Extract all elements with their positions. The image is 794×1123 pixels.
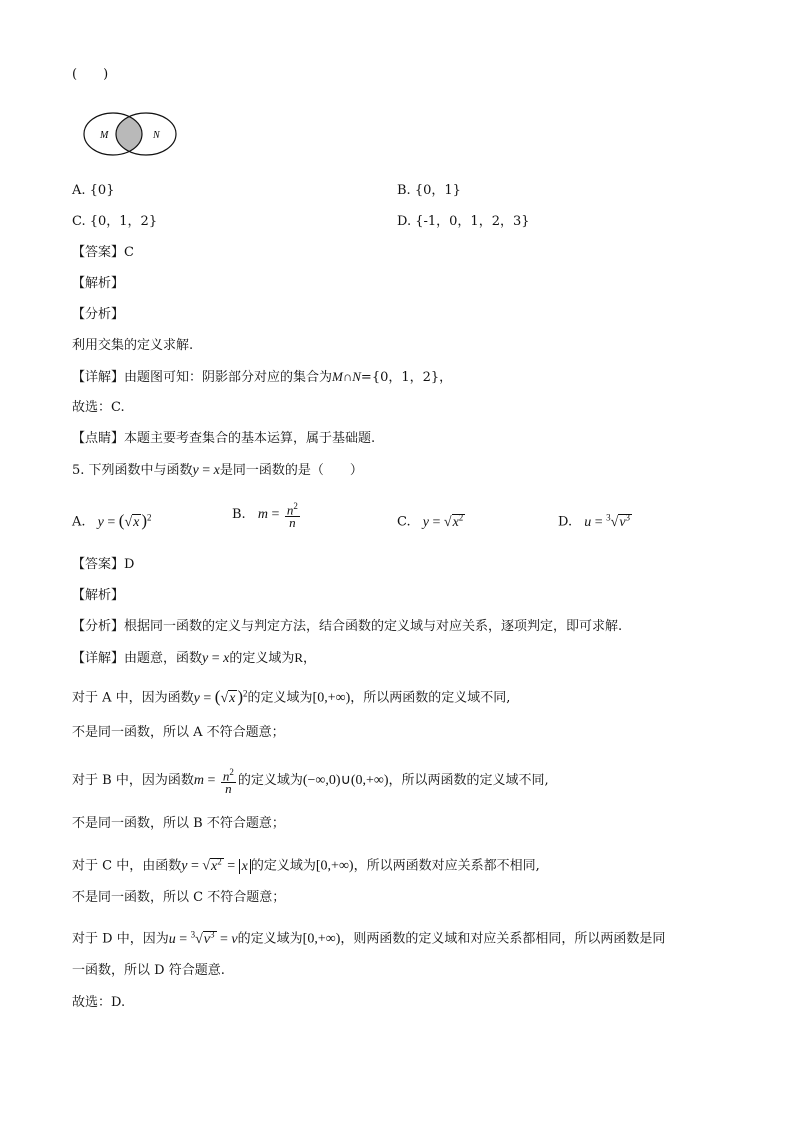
q4-jiexi: 【解析】 bbox=[72, 276, 125, 291]
venn-label-n: N bbox=[153, 130, 160, 141]
q5-option-c-letter: C. bbox=[397, 514, 411, 530]
q4-fenxi-tag: 【分析】 bbox=[72, 307, 125, 322]
q5-option-a bbox=[72, 508, 152, 532]
case-c-domain: [0,+∞) bbox=[315, 858, 354, 874]
q5-option-c bbox=[397, 508, 465, 532]
xiangjie-pre: 由题意，函数 bbox=[124, 651, 203, 666]
case-b-post: ，所以两函数的定义域不同, bbox=[388, 772, 549, 788]
case-c-post: ，所以两函数对应关系都不相同, bbox=[353, 858, 540, 874]
q5-stem bbox=[72, 462, 363, 480]
q5-choose: 故选：D. bbox=[72, 995, 126, 1010]
fenxi-tag: 【分析】 bbox=[72, 619, 125, 634]
dianjing-text: 本题主要考查集合的基本运算，属于基础题. bbox=[124, 431, 376, 446]
xiangjie-tag: 【详解】 bbox=[72, 651, 125, 666]
q5-stem-post: 是同一函数的是（ ） bbox=[219, 463, 363, 478]
case-c-pre: 对于 C 中，由函数 bbox=[72, 858, 182, 874]
case-d-formula: $u = ^3√v^3 = v$ bbox=[168, 929, 238, 947]
q5-stem-pre: 5. 下列函数中与函数 bbox=[72, 463, 193, 478]
q4-option-a: A. {0} bbox=[72, 183, 115, 198]
q5-option-b-formula: m = $\frac{n^2}{n}$ bbox=[257, 501, 298, 531]
q5-case-c bbox=[72, 852, 540, 876]
case-d-pre: 对于 D 中，因为 bbox=[72, 931, 169, 947]
answer-tag: 【答案】 bbox=[72, 245, 125, 260]
q4-option-d: D. {-1，0，1，2，3} bbox=[397, 214, 530, 229]
q5-option-d-letter: D. bbox=[558, 514, 573, 530]
answer-value: C bbox=[124, 245, 134, 260]
q5-answer bbox=[72, 556, 134, 574]
q5-option-a-letter: A. bbox=[72, 514, 86, 530]
q5-jiexi: 【解析】 bbox=[72, 588, 125, 603]
q5-case-c-end: 不是同一函数，所以 C 不符合题意； bbox=[72, 890, 286, 905]
q5-option-d bbox=[558, 508, 632, 532]
case-a-mid: 的定义域为 bbox=[247, 690, 313, 706]
q4-option-c: C. {0，1，2} bbox=[72, 214, 158, 229]
q5-stem-func: y = x bbox=[192, 463, 220, 478]
q5-xiangjie bbox=[72, 649, 316, 668]
q5-case-d-end: 一函数，所以 D 符合题意. bbox=[72, 963, 225, 978]
q4-answer bbox=[72, 244, 134, 262]
q4-fenxi-text: 利用交集的定义求解. bbox=[72, 338, 194, 353]
case-b-formula: m = $\frac{n^2}{n}$ bbox=[193, 767, 234, 797]
q5-option-c-formula: $y = √x^2$ bbox=[422, 512, 464, 530]
q5-case-b-end: 不是同一函数，所以 B 不符合题意； bbox=[72, 816, 285, 831]
case-a-domain: [0,+∞) bbox=[312, 690, 351, 706]
case-d-post: ，则两函数的定义域和对应关系都相同，所以两函数是同 bbox=[340, 931, 666, 947]
case-a-pre: 对于 A 中，因为函数 bbox=[72, 690, 194, 706]
q5-option-d-formula: $u = ^3√v^3$ bbox=[584, 512, 631, 530]
xiangjie-domain-r: R， bbox=[294, 650, 317, 665]
case-d-domain: [0,+∞) bbox=[302, 931, 341, 947]
case-b-pre: 对于 B 中，因为函数 bbox=[72, 772, 194, 788]
q5-case-a bbox=[72, 684, 510, 708]
xiangjie-func: y = x bbox=[202, 651, 230, 666]
q4-xiangjie bbox=[72, 368, 452, 387]
q4-option-b: B. {0，1} bbox=[397, 183, 461, 198]
fenxi-text: 根据同一函数的定义与判定方法，结合函数的定义域与对应关系，逐项判定，即可求解. bbox=[124, 619, 623, 634]
venn-label-m: M bbox=[100, 130, 109, 141]
q5-option-a-formula: y = (√x )$^2$ bbox=[97, 510, 152, 530]
q4-choose: 故选：C. bbox=[72, 400, 125, 415]
q5-fenxi bbox=[72, 618, 622, 636]
dianjing-tag: 【点睛】 bbox=[72, 431, 125, 446]
case-c-formula: $y = √x^2 = x$ bbox=[181, 858, 251, 874]
xiangjie-post: 的定义域为 bbox=[229, 651, 295, 666]
xiangjie-expr: M∩N bbox=[332, 369, 361, 384]
q5-option-b bbox=[232, 500, 302, 529]
q4-dianjing bbox=[72, 430, 375, 448]
answer-value: D bbox=[124, 557, 135, 572]
xiangjie-pre: 由题图可知：阴影部分对应的集合为 bbox=[124, 370, 333, 385]
case-b-domain: (−∞,0)∪(0,+∞) bbox=[302, 772, 389, 788]
answer-tag: 【答案】 bbox=[72, 557, 125, 572]
case-a-post: ，所以两函数的定义域不同, bbox=[350, 690, 511, 706]
case-b-mid: 的定义域为 bbox=[237, 772, 303, 788]
xiangjie-tag: 【详解】 bbox=[72, 370, 125, 385]
q5-option-b-letter: B. bbox=[232, 506, 246, 522]
case-d-mid: 的定义域为 bbox=[237, 931, 303, 947]
q5-case-d bbox=[72, 925, 665, 949]
case-a-formula: y = (√x )$^2$ bbox=[193, 686, 248, 706]
venn-diagram bbox=[82, 112, 182, 160]
q5-case-b bbox=[72, 766, 549, 795]
question-paren: ( ) bbox=[72, 67, 109, 82]
q5-case-a-end: 不是同一函数，所以 A 不符合题意； bbox=[72, 725, 285, 740]
xiangjie-post: ={0，1，2}， bbox=[360, 370, 453, 385]
case-c-mid: 的定义域为 bbox=[250, 858, 316, 874]
